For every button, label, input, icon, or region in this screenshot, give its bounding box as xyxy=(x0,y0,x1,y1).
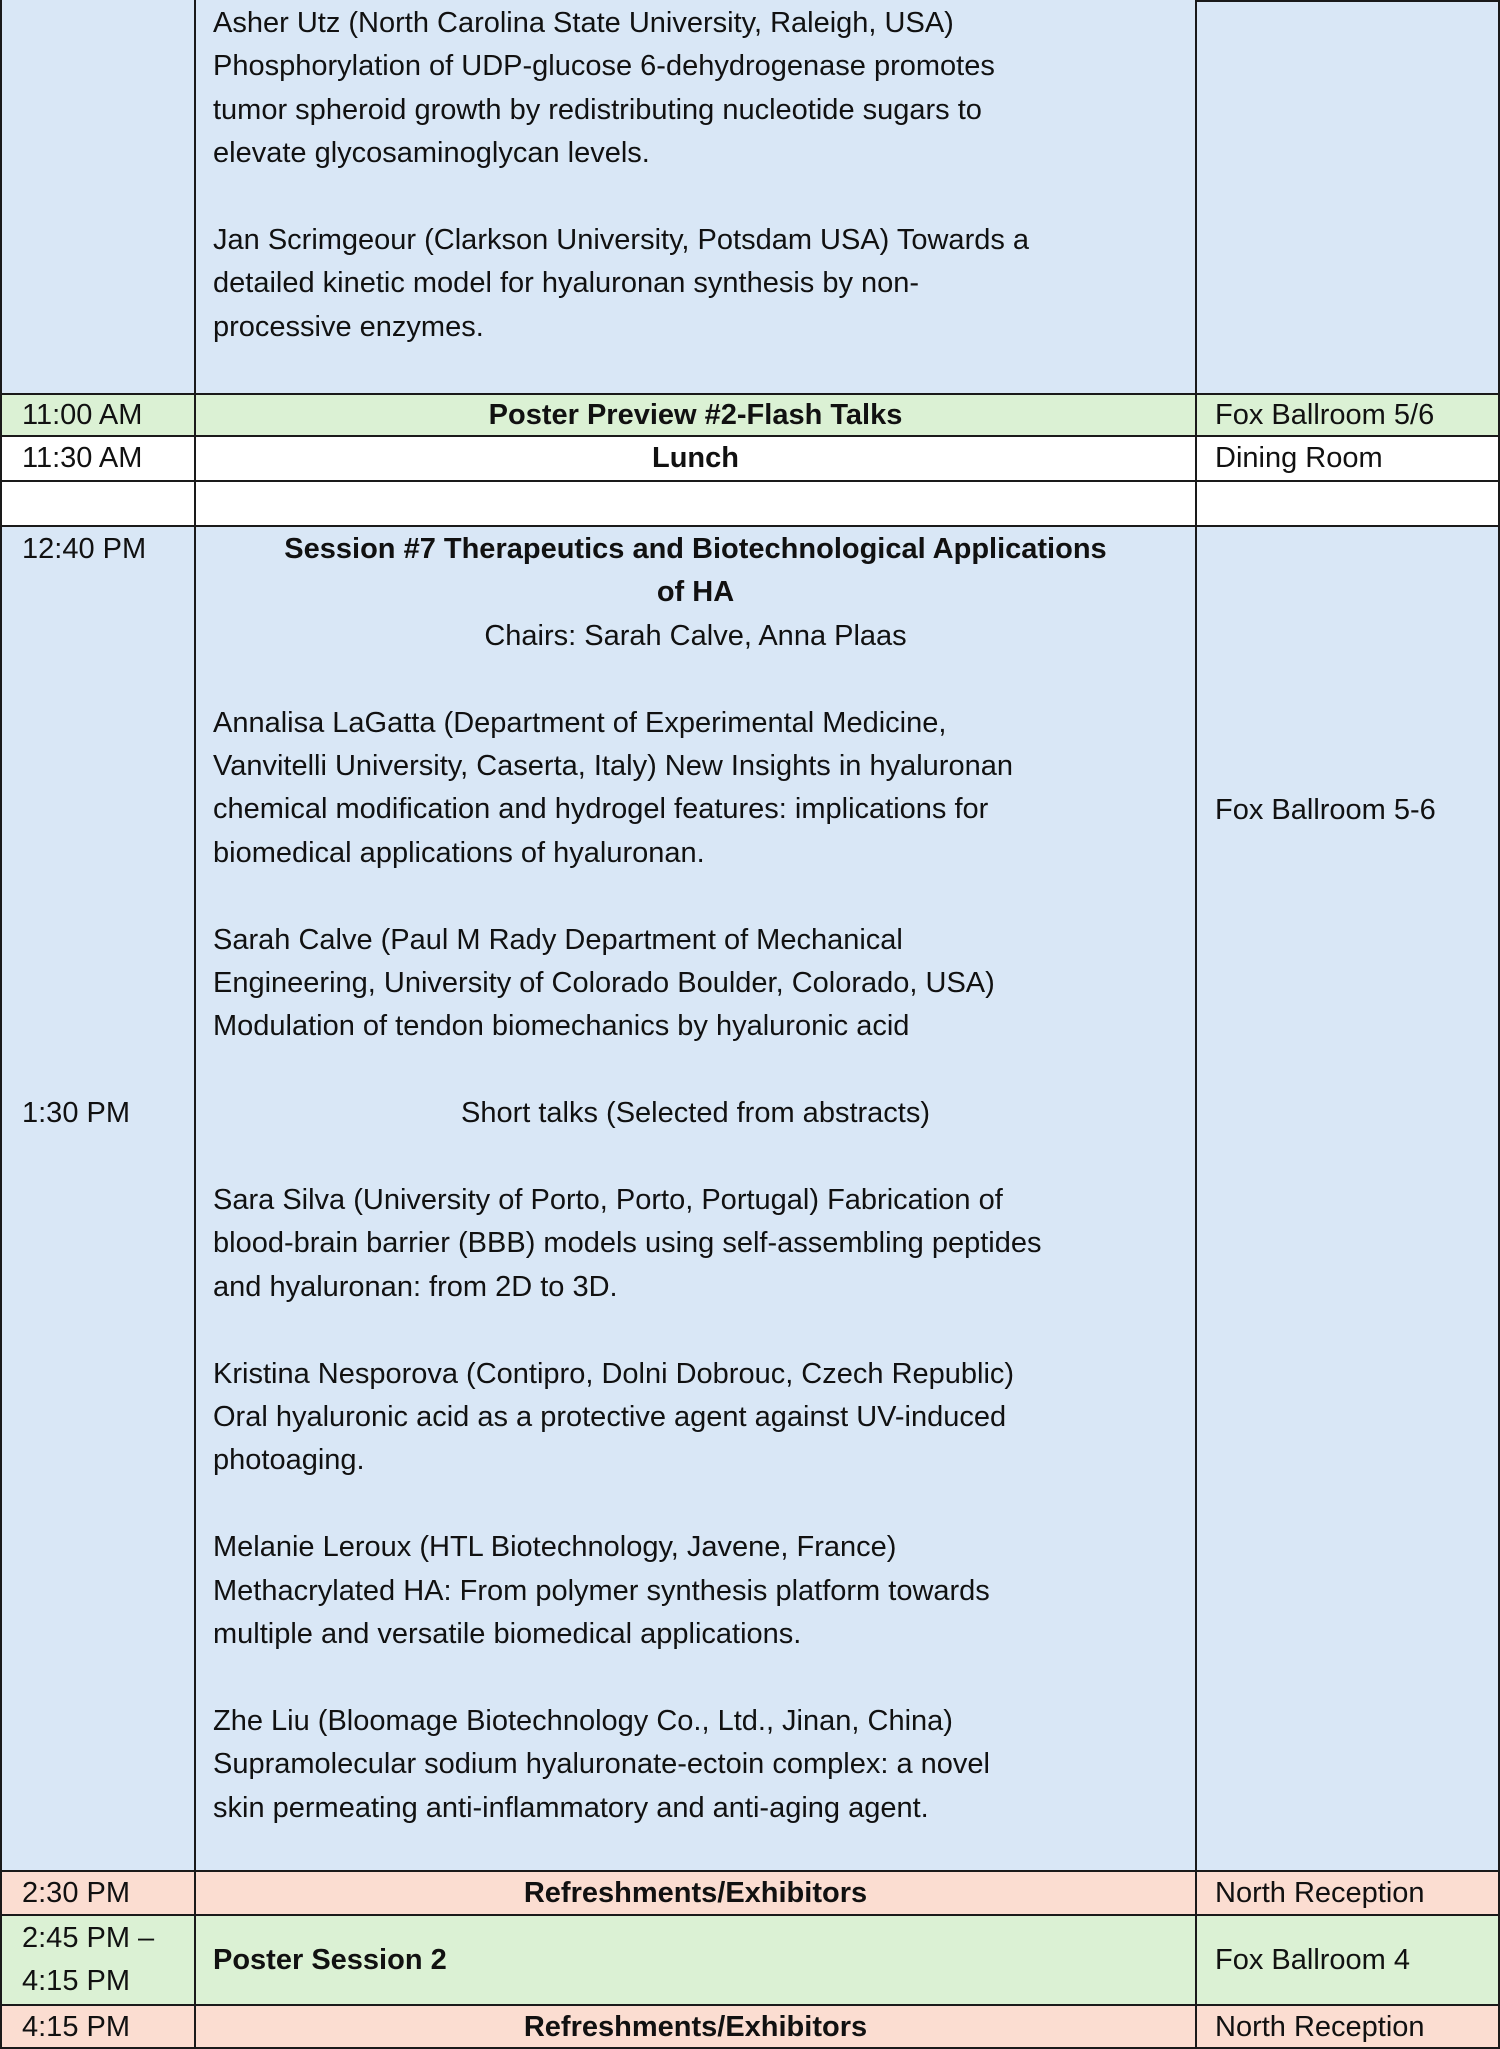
short-talks-heading: Short talks (Selected from abstracts) xyxy=(461,1097,930,1130)
talk-line: biomedical applications of hyaluronan. xyxy=(213,836,705,869)
location-cell xyxy=(1195,1871,1500,1915)
time-label: 2:45 PM – xyxy=(22,1922,155,1954)
event-title: Poster Preview #2-Flash Talks xyxy=(488,398,903,431)
talk-entry xyxy=(213,2,1178,176)
talk-line: Phosphorylation of UDP-glucose 6-dehydrogenase promotes xyxy=(213,50,995,83)
location-cell xyxy=(1195,481,1500,526)
schedule-row-poster-preview xyxy=(0,394,1500,436)
talk-line: Annalisa LaGatta (Department of Experimental Medicine, xyxy=(213,706,947,739)
location-label: Fox Ballroom 5/6 xyxy=(1215,398,1435,431)
event-title: Refreshments/Exhibitors xyxy=(523,2010,868,2043)
row-divider xyxy=(0,1914,1500,1916)
time-cell xyxy=(0,2005,195,2049)
location-label: Fox Ballroom 5-6 xyxy=(1215,794,1436,826)
talk-line: Supramolecular sodium hyaluronate-ectoin complex: a novel xyxy=(213,1748,990,1781)
talk-line: blood-brain barrier (BBB) models using self-assembling peptides xyxy=(213,1227,1042,1260)
time-cell xyxy=(0,0,195,394)
location-cell xyxy=(1195,1915,1500,2005)
talk-line: Sarah Calve (Paul M Rady Department of Mechanical xyxy=(213,923,903,956)
talk-entry xyxy=(213,219,1178,349)
event-cell xyxy=(194,2005,1196,2049)
talk-line: and hyaluronan: from 2D to 3D. xyxy=(213,1270,618,1303)
schedule-row-poster-session-2 xyxy=(0,1915,1500,2005)
event-title: Poster Session 2 xyxy=(213,1943,447,1976)
session-chairs: Chairs: Sarah Calve, Anna Plaas xyxy=(484,619,907,652)
talk-entry xyxy=(213,919,1178,1049)
location-cell xyxy=(1195,394,1500,436)
row-divider xyxy=(0,525,1500,527)
talk-line: multiple and versatile biomedical applications. xyxy=(213,1618,802,1651)
row-divider xyxy=(0,435,1500,437)
schedule-row-session-7 xyxy=(0,526,1500,1871)
talk-line: Jan Scrimgeour (Clarkson University, Potsdam USA) Towards a xyxy=(213,224,1030,257)
location-cell xyxy=(1195,526,1500,1871)
time-cell xyxy=(0,1915,195,2005)
time-label: 4:15 PM xyxy=(22,2010,130,2043)
time-cell xyxy=(0,394,195,436)
schedule-row-lunch xyxy=(0,436,1500,481)
event-cell xyxy=(194,1915,1196,2005)
time-cell xyxy=(0,436,195,481)
time-label: 2:30 PM xyxy=(22,1876,130,1909)
row-divider xyxy=(0,1870,1500,1872)
schedule-row-refreshments-1 xyxy=(0,1871,1500,1915)
location-cell xyxy=(1195,0,1500,394)
talk-line: photoaging. xyxy=(213,1444,365,1477)
talk-entry xyxy=(213,1353,1178,1483)
time-cell xyxy=(0,481,195,526)
talk-line: skin permeating anti-inflammatory and anti-aging agent. xyxy=(213,1791,929,1824)
event-cell xyxy=(194,526,1196,1871)
event-cell xyxy=(194,436,1196,481)
event-cell xyxy=(194,0,1196,394)
talk-line: Zhe Liu (Bloomage Biotechnology Co., Ltd., Jinan, China) xyxy=(213,1704,953,1737)
location-cell xyxy=(1195,2005,1500,2049)
talk-line: Oral hyaluronic acid as a protective agent against UV-induced xyxy=(213,1401,1007,1434)
time-label-short-talks: 1:30 PM xyxy=(22,1097,130,1129)
schedule-row-empty xyxy=(0,481,1500,526)
event-cell xyxy=(194,1871,1196,1915)
talk-line: elevate glycosaminoglycan levels. xyxy=(213,137,650,170)
event-cell xyxy=(194,394,1196,436)
time-cell xyxy=(0,526,195,1871)
location-label: Dining Room xyxy=(1215,442,1383,474)
talk-line: Vanvitelli University, Caserta, Italy) New Insights in hyaluronan xyxy=(213,750,1013,783)
row-divider xyxy=(0,2004,1500,2006)
time-cell xyxy=(0,1871,195,1915)
talk-line: chemical modification and hydrogel features: implications for xyxy=(213,793,989,826)
session-title: Session #7 Therapeutics and Biotechnological Applications xyxy=(284,533,1107,565)
talk-line: detailed kinetic model for hyaluronan synthesis by non- xyxy=(213,267,920,300)
row-divider xyxy=(0,393,1500,395)
talk-line: Kristina Nesporova (Contipro, Dolni Dobrouc, Czech Republic) xyxy=(213,1357,1015,1390)
time-label: 11:30 AM xyxy=(22,442,143,474)
location-label: North Reception xyxy=(1215,1876,1425,1909)
schedule-row-refreshments-2 xyxy=(0,2005,1500,2049)
time-label: 12:40 PM xyxy=(22,533,147,565)
location-label: North Reception xyxy=(1215,2010,1425,2043)
schedule-row-session-continued xyxy=(0,0,1500,394)
talk-line: processive enzymes. xyxy=(213,310,484,343)
talk-line: tumor spheroid growth by redistributing nucleotide sugars to xyxy=(213,93,982,126)
location-label: Fox Ballroom 4 xyxy=(1215,1943,1411,1976)
row-divider xyxy=(0,480,1500,482)
time-label-end: 4:15 PM xyxy=(22,1965,130,1998)
talk-entry xyxy=(213,1526,1178,1656)
talk-line: Engineering, University of Colorado Boulder, Colorado, USA) xyxy=(213,967,995,1000)
session-title-cont: of HA xyxy=(656,576,735,609)
talk-line: Sara Silva (University of Porto, Porto, Portugal) Fabrication of xyxy=(213,1184,1003,1217)
time-label: 11:00 AM xyxy=(22,398,143,431)
talk-entry xyxy=(213,702,1178,876)
event-cell xyxy=(194,481,1196,526)
row-divider xyxy=(1195,0,1500,2)
talk-line: Melanie Leroux (HTL Biotechnology, Javene, France) xyxy=(213,1531,897,1564)
event-title: Refreshments/Exhibitors xyxy=(523,1876,868,1909)
location-cell xyxy=(1195,436,1500,481)
talk-line: Modulation of tendon biomechanics by hyaluronic acid xyxy=(213,1010,910,1043)
talk-entry xyxy=(213,1700,1178,1830)
talk-entry xyxy=(213,1179,1178,1309)
event-title: Lunch xyxy=(652,442,739,474)
talk-line: Methacrylated HA: From polymer synthesis platform towards xyxy=(213,1574,990,1607)
talk-line: Asher Utz (North Carolina State University, Raleigh, USA) xyxy=(213,7,954,39)
